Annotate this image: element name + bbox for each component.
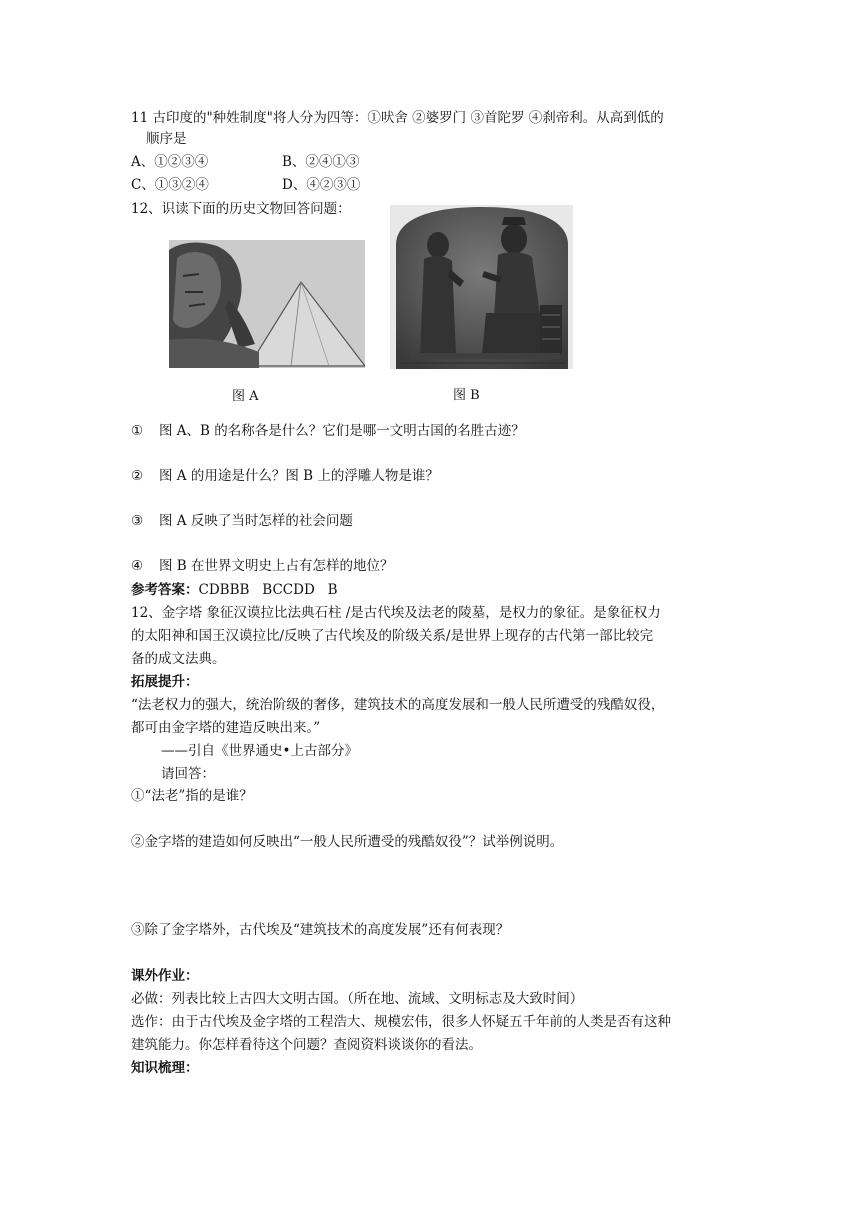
homework-optional-line1: 选作：由于古代埃及金字塔的工程浩大、规模宏伟，很多人怀疑五千年前的人类是否有这种: [131, 1014, 671, 1030]
q11-line1: 11 古印度的"种姓制度"将人分为四等：①吠舍 ②婆罗门 ③首陀罗 ④刹帝利。从高到低的: [131, 110, 664, 126]
summary-heading: 知识梳理：: [131, 1060, 199, 1076]
q12-item-3-text: 图 A 反映了当时怎样的社会问题: [159, 513, 353, 529]
q12-item-1-num: ①: [131, 423, 144, 439]
q12-heading: 12、识读下面的历史文物回答问题：: [131, 201, 351, 217]
homework-required: 必做：列表比较上古四大文明古国。（所在地、流域、文明标志及大致时间）: [131, 991, 584, 1007]
extension-prompt: 请回答：: [161, 766, 215, 782]
q11-line2: 顺序是: [146, 131, 187, 147]
caption-image-b: 图 B: [453, 388, 480, 403]
q12-item-1-text: 图 A、B 的名称各是什么？它们是哪一文明古国的名胜古迹？: [159, 423, 525, 439]
image-b-hammurabi-stele: [390, 205, 573, 369]
extension-question-2: ②金字塔的建造如何反映出“一般人民所遭受的残酷奴役”？试举例说明。: [131, 834, 564, 850]
extension-heading: 拓展提升：: [131, 674, 199, 690]
extension-quote-line2: 都可由金字塔的建造反映出来。”: [131, 720, 321, 736]
q11-option-b: B、②④①③: [282, 154, 360, 170]
q12-item-3-num: ③: [131, 513, 144, 529]
answers-12-line1: 12、金字塔 象征汉谟拉比法典石柱 /是古代埃及法老的陵墓，是权力的象征。是象征权力: [131, 605, 661, 621]
answers-12-line2: 的太阳神和国王汉谟拉比/反映了古代埃及的阶级关系/是世界上现存的古代第一部比较完: [131, 628, 654, 644]
extension-source: ——引自《世界通史•上古部分》: [161, 743, 358, 759]
q12-item-2-text: 图 A 的用途是什么？图 B 上的浮雕人物是谁？: [159, 468, 439, 484]
q12-item-2: [131, 468, 439, 485]
q11-option-c: C、①③②④: [131, 177, 209, 193]
q12-item-1: [131, 423, 525, 440]
q12-item-3: [131, 513, 353, 530]
q12-item-4-num: ④: [131, 558, 144, 574]
q11-option-a: A、①②③④: [131, 154, 209, 170]
q12-item-4-text: 图 B 在世界文明史上占有怎样的地位？: [159, 558, 394, 574]
extension-quote-line1: “法老权力的强大，统治阶级的奢侈，建筑技术的高度发展和一般人民所遭受的残酷奴役，: [131, 697, 665, 713]
answers-12-line3: 备的成文法典。: [131, 651, 226, 667]
image-a-sphinx-pyramid: [169, 240, 365, 368]
q12-item-4: [131, 558, 394, 575]
extension-question-1: ①“法老”指的是谁？: [131, 788, 253, 804]
answers-value: CDBBB BCCDD B: [198, 582, 338, 598]
q12-item-2-num: ②: [131, 468, 144, 484]
answers-line: [131, 582, 338, 599]
extension-question-3: ③除了金字塔外，古代埃及“建筑技术的高度发展”还有何表现？: [131, 922, 510, 938]
answers-label: 参考答案：: [131, 582, 199, 598]
q11-option-d: D、④②③①: [282, 177, 361, 193]
homework-optional-line2: 建筑能力。你怎样看待这个问题？查阅资料谈谈你的看法。: [131, 1037, 482, 1053]
caption-image-a: 图 A: [232, 389, 259, 404]
homework-heading: 课外作业：: [131, 968, 199, 984]
